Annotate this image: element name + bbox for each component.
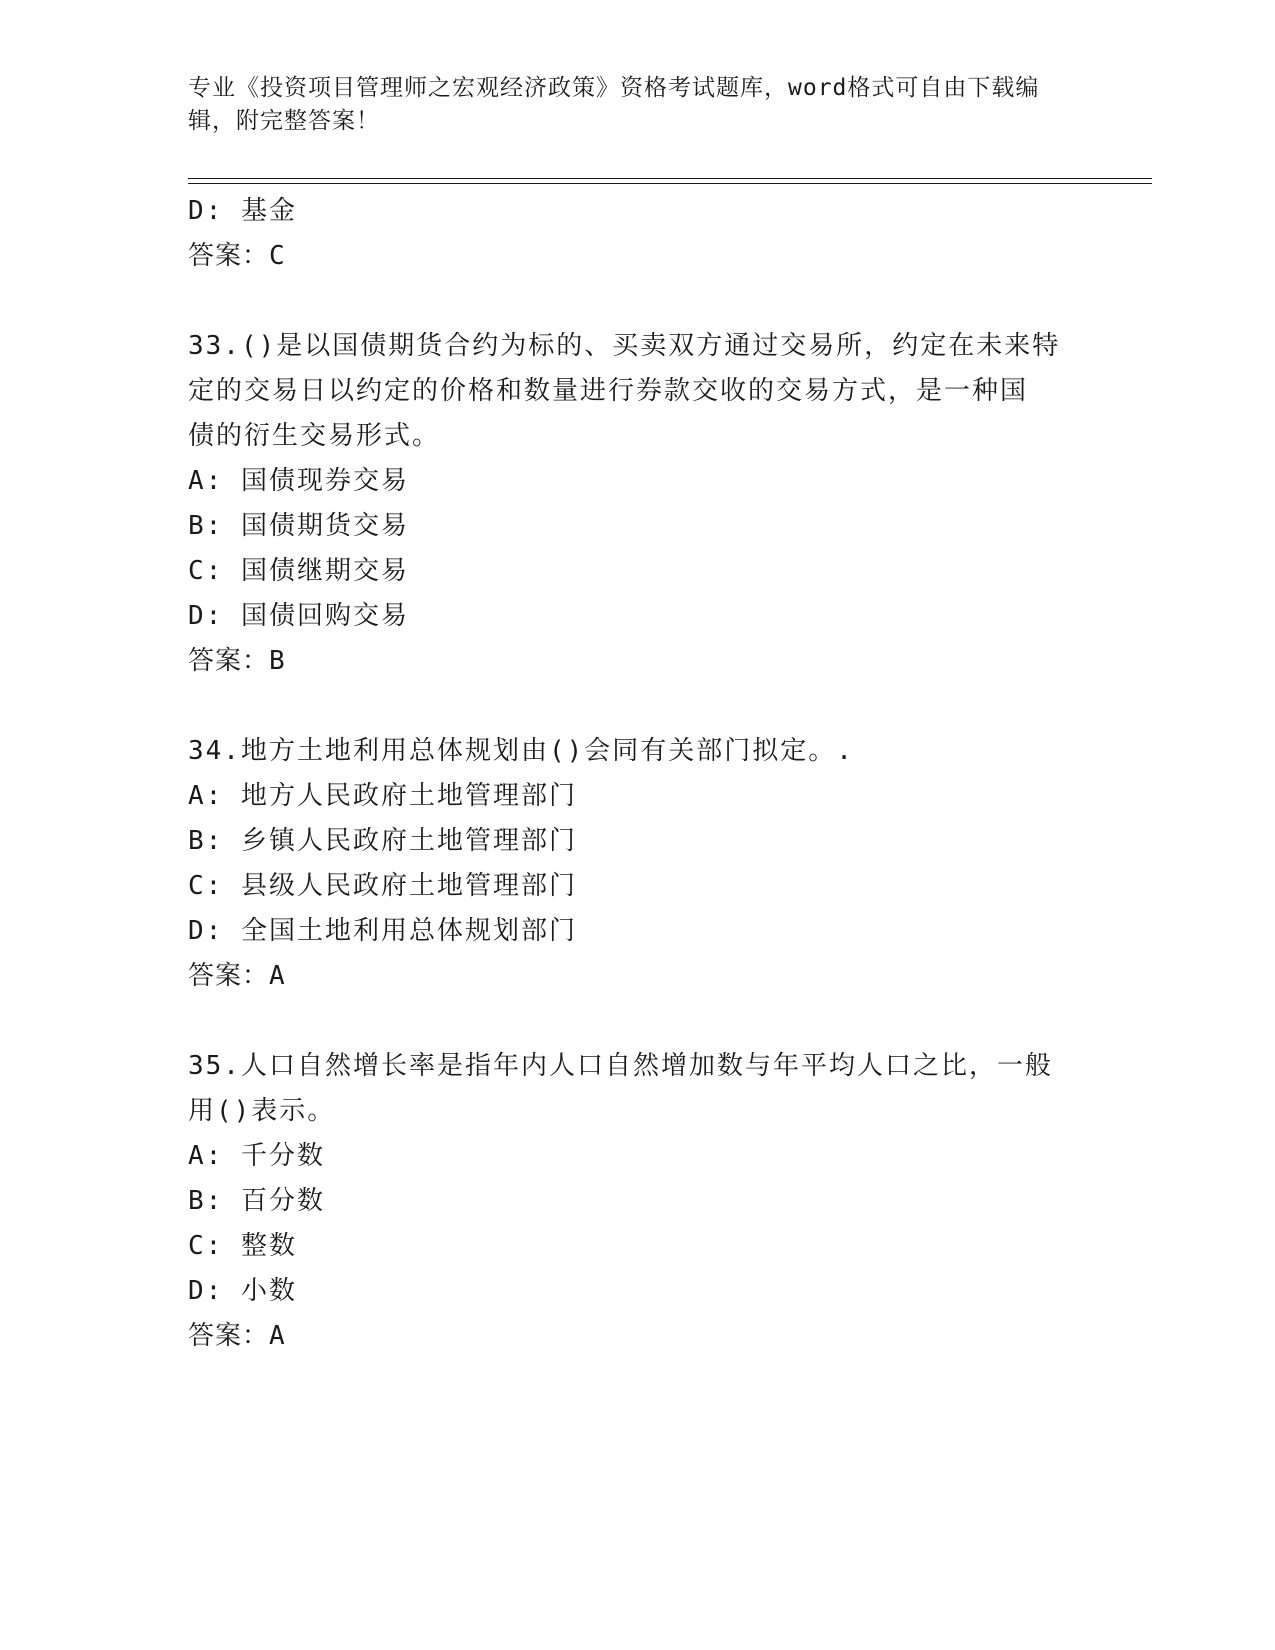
question-35-option-b: B: 百分数: [188, 1186, 325, 1216]
question-content: [188, 189, 1088, 1359]
question-35-option-a: A: 千分数: [188, 1141, 325, 1171]
question-34-answer: 答案：A: [188, 961, 286, 991]
question-33-option-d: D: 国债回购交易: [188, 601, 409, 631]
question-35-option-c: C: 整数: [188, 1231, 297, 1261]
question-33-option-b: B: 国债期货交易: [188, 511, 409, 541]
question-34-option-a: A: 地方人民政府土地管理部门: [188, 781, 577, 811]
question-33-line-3: 债的衍生交易形式。: [188, 421, 441, 451]
question-35-line-1: 35.人口自然增长率是指年内人口自然增加数与年平均人口之比，一般: [188, 1051, 1053, 1081]
question-33-line-2: 定的交易日以约定的价格和数量进行券款交收的交易方式，是一种国: [188, 376, 1029, 406]
header-text: 专业《投资项目管理师之宏观经济政策》资格考试题库，word格式可自由下载编辑，附完整答案！: [188, 75, 1040, 134]
question-33-line-1: 33.()是以国债期货合约为标的、买卖双方通过交易所，约定在未来特: [188, 331, 1061, 361]
question-35-option-d: D: 小数: [188, 1276, 297, 1306]
spacer: [188, 279, 1088, 324]
option-d: D: 基金: [188, 196, 297, 226]
header-divider-bottom: [188, 183, 1152, 184]
answer: 答案：C: [188, 241, 286, 271]
question-35-line-2: 用()表示。: [188, 1096, 336, 1126]
question-35-answer: 答案：A: [188, 1321, 286, 1351]
spacer: [188, 999, 1088, 1044]
question-34-option-c: C: 县级人民政府土地管理部门: [188, 871, 577, 901]
header-divider-top: [188, 178, 1152, 179]
question-34-option-b: B: 乡镇人民政府土地管理部门: [188, 826, 577, 856]
question-34-option-d: D: 全国土地利用总体规划部门: [188, 916, 577, 946]
question-33-option-c: C: 国债继期交易: [188, 556, 409, 586]
document-header: [188, 72, 1068, 138]
question-34-line-1: 34.地方土地利用总体规划由()会同有关部门拟定。.: [188, 736, 854, 766]
question-33-answer: 答案：B: [188, 646, 286, 676]
question-33-option-a: A: 国债现券交易: [188, 466, 409, 496]
spacer: [188, 684, 1088, 729]
